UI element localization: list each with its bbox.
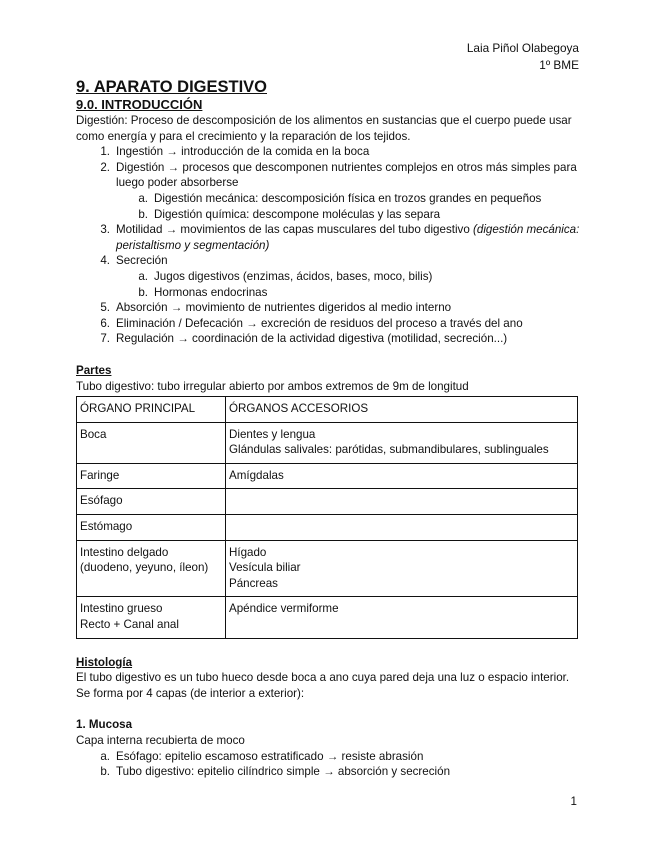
list-text: Esófago: epitelio escamoso estratificado → resiste abrasión xyxy=(116,749,424,763)
histologia-heading: Histología xyxy=(76,655,133,669)
accessory-cell xyxy=(226,489,578,515)
list-text-main: Absorción → movimiento de nutrientes digeridos al medio interno xyxy=(116,301,452,315)
header-cell: ÓRGANO PRINCIPAL xyxy=(77,397,226,423)
sub-list-item xyxy=(76,191,581,207)
list-text-main: Regulación → coordinación de la actividad digestiva (motilidad, secreción...) xyxy=(116,332,508,346)
table-row xyxy=(77,540,578,597)
list-text-main: Secreción xyxy=(116,254,168,268)
list-letter: b. xyxy=(100,765,110,779)
accessory-cell xyxy=(226,597,578,638)
accessory-cell xyxy=(226,540,578,597)
organ-cell xyxy=(77,489,226,515)
cell-line xyxy=(229,519,574,535)
sub-list-letter: b. xyxy=(138,207,148,221)
cell-line: Recto + Canal anal xyxy=(80,618,179,632)
cell-line: Glándulas salivales: parótidas, submandibulares, sublinguales xyxy=(229,443,549,457)
list-text-main: Eliminación / Defecación → excreción de residuos del proceso a través del ano xyxy=(116,316,523,330)
list-text-italic: (digestión mecánica: peristaltismo y segmentación) xyxy=(116,223,580,252)
sub-list-item xyxy=(76,269,581,285)
list-item xyxy=(76,300,581,316)
list-number: 4. xyxy=(100,254,110,268)
mucosa-item xyxy=(76,764,581,780)
cell-line: Estómago xyxy=(80,520,133,534)
table-row xyxy=(77,597,578,638)
list-text: Tubo digestivo: epitelio cilíndrico simple → absorción y secreción xyxy=(116,765,451,779)
page-header xyxy=(467,40,579,74)
cell-line: (duodeno, yeyuno, íleon) xyxy=(80,561,209,575)
mucosa-heading: 1. Mucosa xyxy=(76,718,133,732)
sub-list-item xyxy=(76,285,581,301)
mucosa-list xyxy=(76,749,581,780)
list-text-main: Motilidad → movimientos de las capas musculares del tubo digestivo xyxy=(116,223,474,237)
list-text xyxy=(116,222,581,253)
list-item xyxy=(76,316,581,332)
cell-line: Faringe xyxy=(80,468,120,482)
list-letter: a. xyxy=(100,749,110,763)
cell-line: Boca xyxy=(80,427,107,441)
sub-list-text: Hormonas endocrinas xyxy=(154,285,268,299)
cell-line: Amígdalas xyxy=(229,468,284,482)
list-number: 5. xyxy=(100,301,110,315)
mucosa-item xyxy=(76,749,581,765)
accessory-cell xyxy=(226,463,578,489)
organ-cell xyxy=(77,463,226,489)
cell-line xyxy=(229,493,574,509)
list-text xyxy=(116,160,581,191)
cell-line: Dientes y lengua xyxy=(229,427,316,441)
list-text-main: Ingestión → introducción de la comida en la boca xyxy=(116,145,370,159)
list-number: 2. xyxy=(100,160,110,174)
table-row xyxy=(77,515,578,541)
list-number: 6. xyxy=(100,316,110,330)
sub-list-item xyxy=(76,207,581,223)
course: 1º BME xyxy=(539,58,579,72)
sub-list-text: Digestión mecánica: descomposición física en trozos grandes en pequeños xyxy=(154,191,542,205)
sub-list-letter: a. xyxy=(138,269,148,283)
table-header-row xyxy=(77,397,578,423)
list-text xyxy=(116,253,168,269)
list-item xyxy=(76,253,581,269)
table-row xyxy=(77,463,578,489)
sub-list-letter: b. xyxy=(138,285,148,299)
cell-line: Páncreas xyxy=(229,576,278,590)
organ-cell xyxy=(77,597,226,638)
accessory-cell xyxy=(226,422,578,463)
page-number: 1 xyxy=(570,795,577,808)
sub-list-text: Jugos digestivos (enzimas, ácidos, bases, moco, bilis) xyxy=(154,269,433,283)
numbered-list xyxy=(76,144,581,347)
organ-cell xyxy=(77,422,226,463)
organ-cell xyxy=(77,540,226,597)
table-row xyxy=(77,422,578,463)
list-text xyxy=(116,316,523,332)
list-text xyxy=(116,331,507,347)
cell-line: Esófago xyxy=(80,494,123,508)
cell-line: Hígado xyxy=(229,545,267,559)
partes-text: Tubo digestivo: tubo irregular abierto por ambos extremos de 9m de longitud xyxy=(76,379,469,393)
section-heading: 9.0. INTRODUCCIÓN xyxy=(76,97,203,112)
list-item xyxy=(76,331,581,347)
page-title: 9. APARATO DIGESTIVO xyxy=(76,78,267,96)
list-number: 7. xyxy=(100,332,110,346)
list-item xyxy=(76,222,581,253)
list-text-main: Digestión → procesos que descomponen nutrientes complejos en otros más simples para luego poder absorberse xyxy=(116,160,577,190)
mucosa-text: Capa interna recubierta de moco xyxy=(76,734,245,747)
list-number: 3. xyxy=(100,223,110,237)
organ-cell xyxy=(77,515,226,541)
sub-list-text: Digestión química: descompone moléculas y las separa xyxy=(154,207,441,221)
histologia-text: El tubo digestivo es un tubo hueco desde boca a ano cuya pared deja una luz o espacio interior. Se forma por 4 capas (de interior a exterior): xyxy=(76,671,570,700)
list-number: 1. xyxy=(100,145,110,159)
author: Laia Piñol Olabegoya xyxy=(466,41,579,55)
document-body xyxy=(76,77,581,780)
intro-paragraph: Digestión: Proceso de descomposición de los alimentos en sustancias que el cuerpo puede usar como energía y para el crecimiento y la reparación de los tejidos. xyxy=(76,114,572,143)
list-item xyxy=(76,160,581,191)
cell-line: Vesícula biliar xyxy=(229,561,301,575)
cell-line: Intestino grueso xyxy=(80,602,163,616)
list-item xyxy=(76,144,581,160)
sub-list-letter: a. xyxy=(138,191,148,205)
list-text xyxy=(116,300,451,316)
list-text xyxy=(116,144,369,160)
partes-heading: Partes xyxy=(76,363,112,377)
organs-table xyxy=(76,396,578,639)
cell-line: Apéndice vermiforme xyxy=(229,602,339,616)
header-cell: ÓRGANOS ACCESORIOS xyxy=(226,397,578,423)
accessory-cell xyxy=(226,515,578,541)
cell-line: Intestino delgado xyxy=(80,545,169,559)
table-row xyxy=(77,489,578,515)
